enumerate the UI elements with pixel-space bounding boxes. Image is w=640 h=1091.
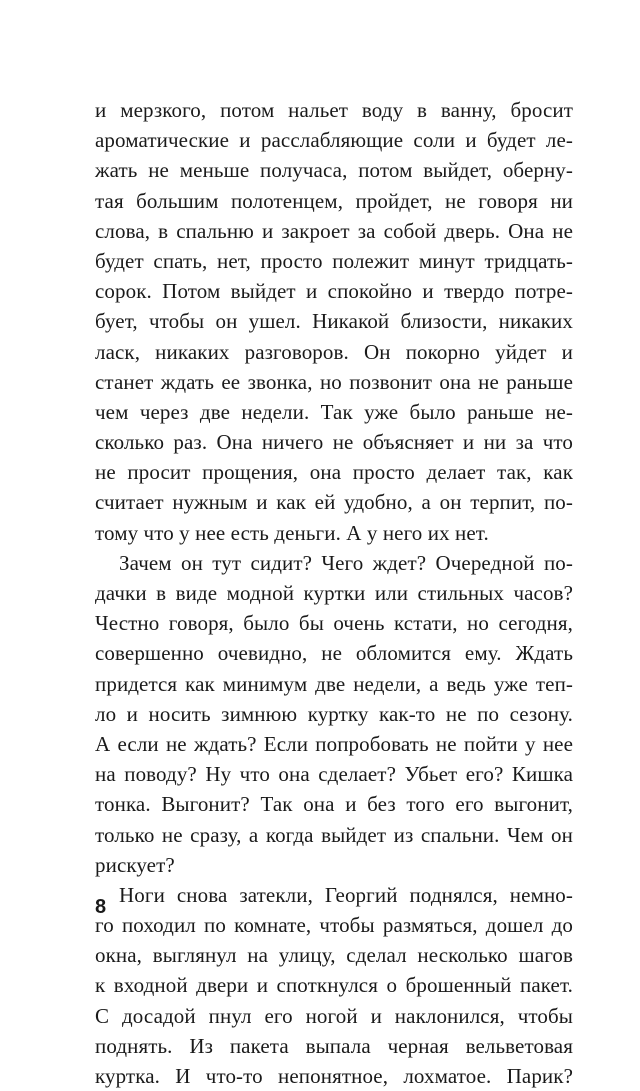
text-line: станет ждать ее звонка, но позвонит она не раньше bbox=[95, 369, 573, 394]
body-text bbox=[95, 95, 573, 1091]
text-line: рискует? bbox=[95, 852, 175, 877]
text-line: Ноги снова затекли, Георгий поднялся, немно- bbox=[119, 882, 573, 907]
text-line: слова, в спальню и закроет за собой дверь. Она не bbox=[95, 218, 573, 243]
text-line: дачки в виде модной куртки или стильных часов? bbox=[95, 581, 573, 605]
text-line: совершенно очевидно, не обломится ему. Ждать bbox=[95, 641, 573, 666]
text-line: не просит прощения, она просто делает так, как bbox=[95, 460, 573, 485]
text-line: будет спать, нет, просто полежит минут тридцать- bbox=[95, 248, 573, 273]
text-line: Честно говоря, было бы очень кстати, но сегодня, bbox=[95, 611, 573, 636]
text-line: го походил по комнате, чтобы размяться, дошел до bbox=[95, 913, 573, 938]
text-line: к входной двери и споткнулся о брошенный пакет. bbox=[95, 973, 573, 998]
text-line: сорок. Потом выйдет и спокойно и твердо потре- bbox=[95, 279, 573, 304]
text-line: чем через две недели. Так уже было раньше не- bbox=[95, 399, 573, 424]
text-line: А если не ждать? Если попробовать не пойти у нее bbox=[95, 731, 573, 756]
text-line: С досадой пнул его ногой и наклонился, чтобы bbox=[95, 1003, 573, 1028]
text-line: ароматические и расслабляющие соли и будет ле- bbox=[95, 128, 573, 153]
text-line: куртка. И что-то непонятное, лохматое. Парик? bbox=[95, 1064, 573, 1088]
text-line: придется как минимум две недели, а ведь уже теп- bbox=[95, 671, 573, 696]
text-line: сколько раз. Она ничего не объясняет и ни за что bbox=[95, 430, 573, 455]
text-line: ло и носить зимнюю куртку как-то не по сезону. bbox=[95, 701, 573, 726]
text-line: на поводу? Ну что она сделает? Убьет его? Кишка bbox=[95, 762, 573, 787]
text-line: тонка. Выгонит? Так она и без того его выгонит, bbox=[95, 792, 573, 817]
text-line: Зачем он тут сидит? Чего ждет? Очередной по- bbox=[119, 550, 573, 575]
text-line: и мерзкого, потом нальет воду в ванну, бросит bbox=[95, 98, 573, 122]
text-line: тая большим полотенцем, пройдет, не говоря ни bbox=[95, 188, 573, 213]
text-line: тому что у нее есть деньги. А у него их нет. bbox=[95, 520, 489, 545]
text-line: считает нужным и как ей удобно, а он терпит, по- bbox=[95, 490, 573, 515]
text-line: бует, чтобы он ушел. Никакой близости, никаких bbox=[95, 309, 573, 334]
text-line: жать не меньше получаса, потом выйдет, оберну- bbox=[95, 158, 573, 183]
page-number: 8 bbox=[95, 896, 107, 918]
paragraph-3 bbox=[95, 880, 573, 1091]
paragraph-1 bbox=[95, 95, 573, 548]
text-line: только не сразу, а когда выйдет из спальни. Чем он bbox=[95, 822, 573, 847]
text-line: окна, выглянул на улицу, сделал несколько шагов bbox=[95, 943, 573, 968]
text-line: ласк, никаких разговоров. Он покорно уйдет и bbox=[95, 339, 573, 364]
paragraph-2 bbox=[95, 548, 573, 880]
text-line: поднять. Из пакета выпала черная вельветовая bbox=[95, 1033, 573, 1058]
